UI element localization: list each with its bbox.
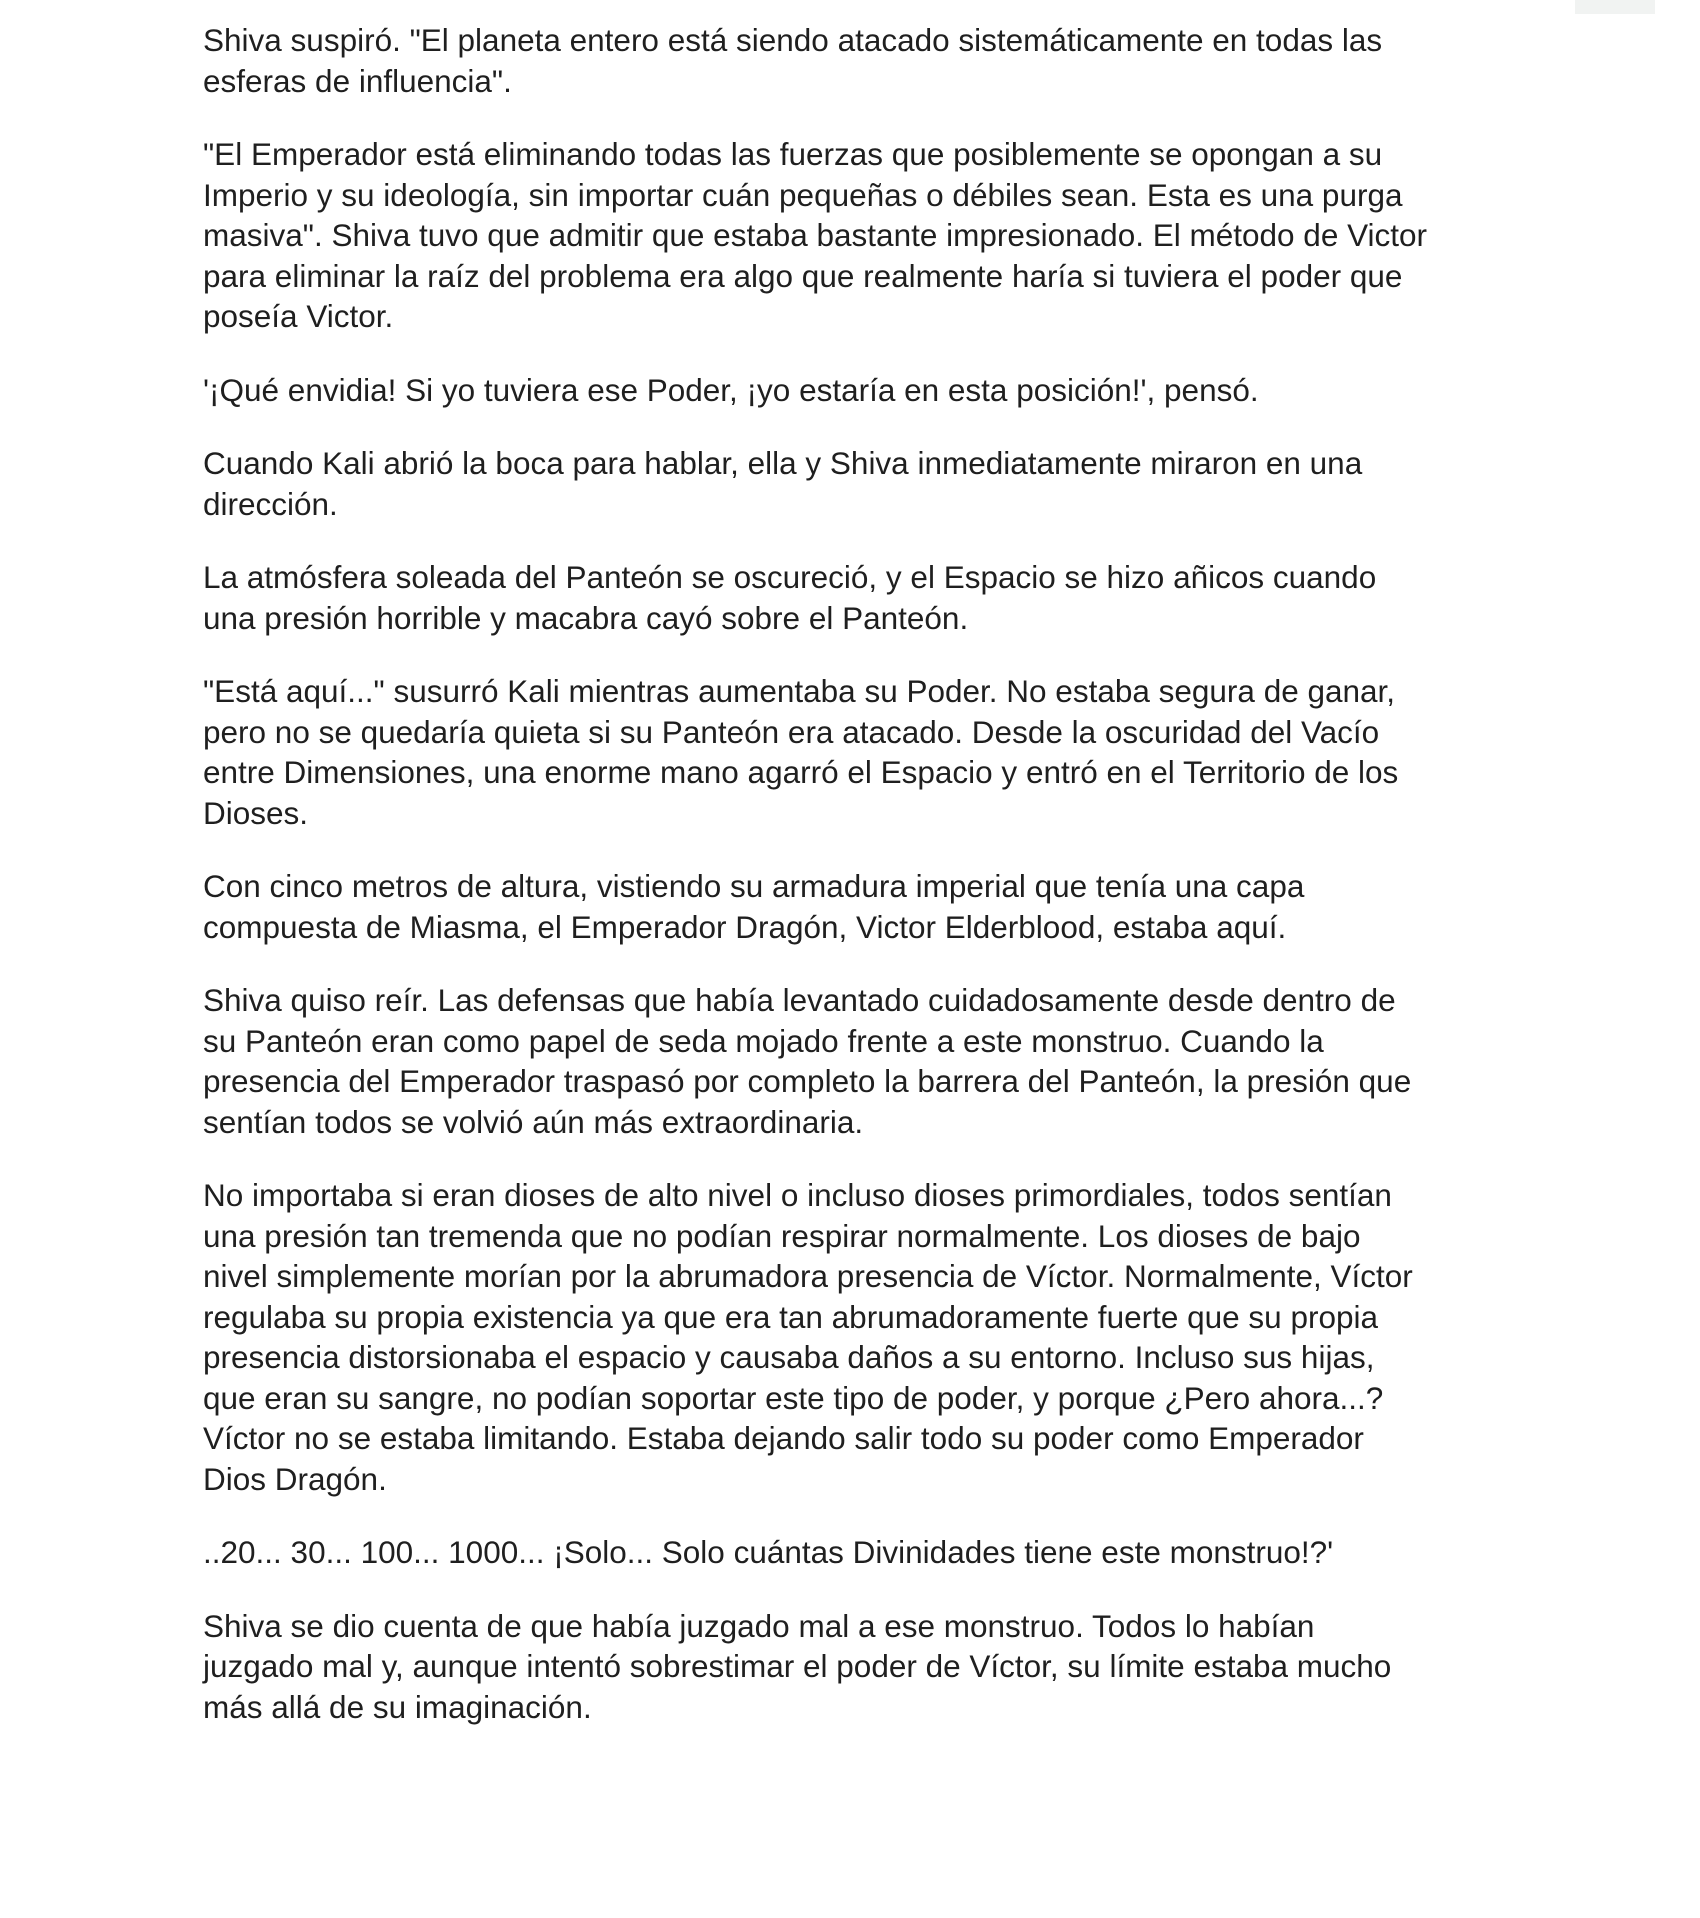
paragraph: '¡Qué envidia! Si yo tuviera ese Poder, ¡yo estaría en esta posición!', pensó.	[203, 371, 1259, 408]
paragraph: "Está aquí..." susurró Kali mientras aumentaba su Poder. No estaba segura de ganar, pero no se quedaría quieta si su Panteón era atacado. Desde la oscuridad del Vacío entre Dimensiones, una enorme mano agarró el Espacio y entró en el Territorio de los Dioses.	[203, 673, 1399, 831]
paragraph: Con cinco metros de altura, vistiendo su armadura imperial que tenía una capa compuesta de Miasma, el Emperador Dragón, Victor Elderblood, estaba aquí.	[203, 868, 1305, 945]
paragraph: No importaba si eran dioses de alto nivel o incluso dioses primordiales, todos sentían una presión tan tremenda que no podían respirar normalmente. Los dioses de bajo nivel simplemente morían por la abrumadora presencia de Víctor. Normalmente, Víctor regulaba su propia existencia ya que era tan abrumadoramente fuerte que su propia presencia distorsionaba el espacio y causaba daños a su entorno. Incluso sus hijas, que eran su sangre, no podían soportar este tipo de poder, y porque ¿Pero ahora...? Víctor no se estaba limitando. Estaba dejando salir todo su poder como Emperador Dios Dragón.	[203, 1177, 1413, 1497]
paragraph: Cuando Kali abrió la boca para hablar, ella y Shiva inmediatamente miraron en una dirección.	[203, 445, 1363, 522]
paragraph: Shiva suspiró. "El planeta entero está siendo atacado sistemáticamente en todas las esferas de influencia".	[203, 22, 1383, 99]
document-body	[203, 20, 1543, 1760]
scan-corner-mark	[1575, 0, 1655, 14]
paragraph: "El Emperador está eliminando todas las fuerzas que posiblemente se opongan a su Imperio y su ideología, sin importar cuán pequeñas o débiles sean. Esta es una purga masiva". Shiva tuvo que admitir que estaba bastante impresionado. El método de Victor para eliminar la raíz del problema era algo que realmente haría si tuviera el poder que poseía Victor.	[203, 136, 1428, 334]
paragraph: Shiva se dio cuenta de que había juzgado mal a ese monstruo. Todos lo habían juzgado mal y, aunque intentó sobrestimar el poder de Víctor, su límite estaba mucho más allá de su imaginación.	[203, 1607, 1392, 1725]
paragraph: Shiva quiso reír. Las defensas que había levantado cuidadosamente desde dentro de su Panteón eran como papel de seda mojado frente a este monstruo. Cuando la presencia del Emperador traspasó por completo la barrera del Panteón, la presión que sentían todos se volvió aún más extraordinaria.	[203, 982, 1412, 1140]
paragraph: La atmósfera soleada del Panteón se oscureció, y el Espacio se hizo añicos cuando una presión horrible y macabra cayó sobre el Panteón.	[203, 559, 1377, 636]
paragraph: ..20... 30... 100... 1000... ¡Solo... Solo cuántas Divinidades tiene este monstruo!?'	[203, 1534, 1334, 1570]
